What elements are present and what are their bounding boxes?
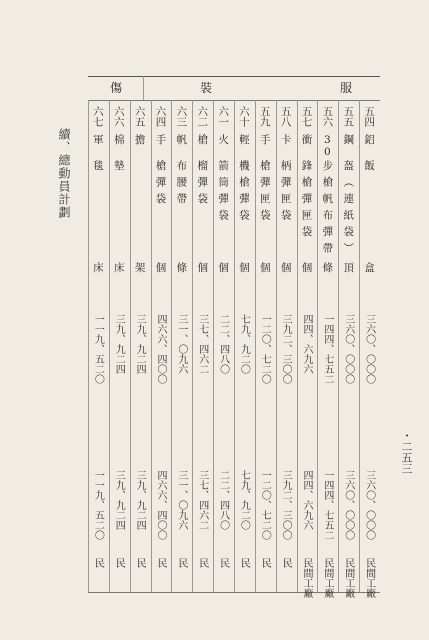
item-name: 衝 [300,134,313,145]
quantity-primary: 二二、四八〇 [217,314,229,374]
row-number: 六五 [133,106,146,127]
item-name-cont: 榴彈袋 [196,160,209,210]
column-divider [297,100,298,592]
page-number: ・二五三 [400,430,413,474]
column-divider [255,100,256,592]
item-name-cont: 飯 [363,160,376,177]
column-divider [130,100,131,592]
item-name: 鋼 [342,134,355,145]
header-divider [143,76,144,100]
quantity-primary: 四六六、四〇〇 [155,314,166,384]
item-name: 擔 [133,134,146,145]
item-name: 卡 [279,134,292,145]
row-number: 五八 [279,106,292,127]
column-divider [88,100,89,592]
unit-label: 頂 [342,262,355,273]
quantity-secondary: 三六〇、〇〇〇 [363,470,375,540]
quantity-secondary: 三九、九二四 [134,470,146,530]
quantity-primary: 三九二、三〇〇 [280,314,292,384]
table-top-rule [88,76,380,77]
unit-label: 個 [237,262,250,273]
column-divider [317,100,318,592]
row-number: 五四 [363,106,376,127]
quantity-primary: 三六〇、〇〇〇 [342,314,354,384]
quantity-secondary: 一一九、五二〇 [92,470,104,540]
row-number: 五五 [342,106,355,127]
column-divider [338,100,339,592]
row-number: 六十 [237,106,250,127]
row-number: 六六 [112,106,125,127]
row-number: 六二 [196,106,209,127]
quantity-primary: 三一、〇九六 [175,314,187,374]
supplier: 民間工廠 [321,558,333,598]
unit-label: 條 [175,262,188,273]
unit-label: 盒 [363,262,376,273]
supplier: 民 [92,558,104,568]
item-name: 手 [258,134,271,145]
column-divider [359,100,360,592]
item-name: 軍 [91,134,104,145]
running-title: 續、總動員計劃 [57,128,71,219]
column-divider [171,100,172,592]
row-number: 五九 [258,106,271,127]
unit-label: 床 [112,262,125,273]
unit-label: 個 [154,262,167,273]
item-name-cont: 鋒槍彈匣袋 [300,160,313,243]
quantity-primary: 四四、六九六 [301,314,312,374]
quantity-primary: 一二〇、七二〇 [259,314,271,384]
table-bottom-rule [88,592,380,593]
column-divider [234,100,235,592]
supplier: 民間工廠 [363,558,375,598]
item-name: 手 [154,134,167,145]
header-group-right: 服 [340,81,353,95]
header-group-left: 傷 [110,81,123,95]
supplier: 民 [155,558,166,568]
quantity-secondary: 三九二、三〇〇 [280,470,292,540]
supplier: 民 [175,558,187,568]
quantity-primary: 三九、九二四 [113,314,125,374]
item-name-cont: 墊 [112,160,125,177]
quantity-primary: 三九、九二四 [134,314,146,374]
unit-label: 個 [258,262,271,273]
unit-label: 個 [196,262,209,273]
supplier: 民間工廠 [342,558,354,598]
quantity-secondary: 一二〇、七二〇 [259,470,271,540]
item-name: 棉 [112,134,125,145]
unit-label: 床 [91,262,104,273]
quantity-secondary: 三九、九二四 [113,470,125,530]
item-name-cont: 步槍帆布彈帶 [321,160,334,259]
item-name-cont: 機槍彈袋 [237,160,250,226]
unit-label: 個 [217,262,230,273]
item-name: 鋁 [363,134,376,145]
supplier: 民間工廠 [301,558,312,598]
quantity-secondary: 四六六、四〇〇 [155,470,166,540]
quantity-secondary: 二二、四八〇 [217,470,229,530]
column-divider [109,100,110,592]
quantity-secondary: 三七、四六二 [196,470,208,530]
supplier: 民 [196,558,208,568]
supplier: 民 [134,558,146,568]
quantity-primary: 一四四、七五二 [321,314,333,384]
row-number: 六三 [175,106,188,127]
quantity-secondary: 一四四、七五二 [321,470,333,540]
column-divider [276,100,277,592]
item-name-cont: 槍彈匣袋 [258,160,271,226]
supplier: 民 [259,558,271,568]
quantity-secondary: 三六〇、〇〇〇 [342,470,354,540]
item-name-cont: 箭筒彈袋 [217,160,230,226]
item-name: 火 [217,134,230,145]
item-name-cont: 槍彈袋 [154,160,167,210]
item-name: 帆 [175,134,188,145]
row-number: 五七 [300,106,313,127]
unit-label: 條 [321,262,334,273]
item-name-cont: 布腰帶 [175,160,188,210]
quantity-primary: 七九、九二〇 [238,314,250,374]
supplier: 民 [113,558,125,568]
column-divider [151,100,152,592]
quantity-secondary: 四四、六九六 [301,470,312,530]
item-name-cont: 柄彈匣袋 [279,160,292,226]
supplier: 民 [238,558,250,568]
column-divider [213,100,214,592]
item-name: 輕 [237,134,250,145]
item-name: 槍 [196,134,209,145]
unit-label: 個 [279,262,292,273]
quantity-secondary: 三一、〇九六 [175,470,187,530]
header-group-middle: 裝 [200,81,213,95]
unit-label: 架 [133,262,146,273]
quantity-secondary: 七九、九二〇 [238,470,250,530]
supplier: 民 [280,558,292,568]
row-number: 五六 [321,106,334,127]
quantity-primary: 一一九、五二〇 [92,314,104,384]
row-number: 六七 [91,106,104,127]
item-name: 30 [321,134,334,158]
item-name-cont: 毯 [91,160,104,177]
supplier: 民 [217,558,229,568]
row-number: 六一 [217,106,230,127]
row-number: 六四 [154,106,167,127]
unit-label: 個 [300,262,313,273]
column-divider [192,100,193,592]
quantity-primary: 三七、四六二 [196,314,208,374]
item-name-cont: 盔（連紙袋） [342,160,355,259]
quantity-primary: 三六〇、〇〇〇 [363,314,375,384]
